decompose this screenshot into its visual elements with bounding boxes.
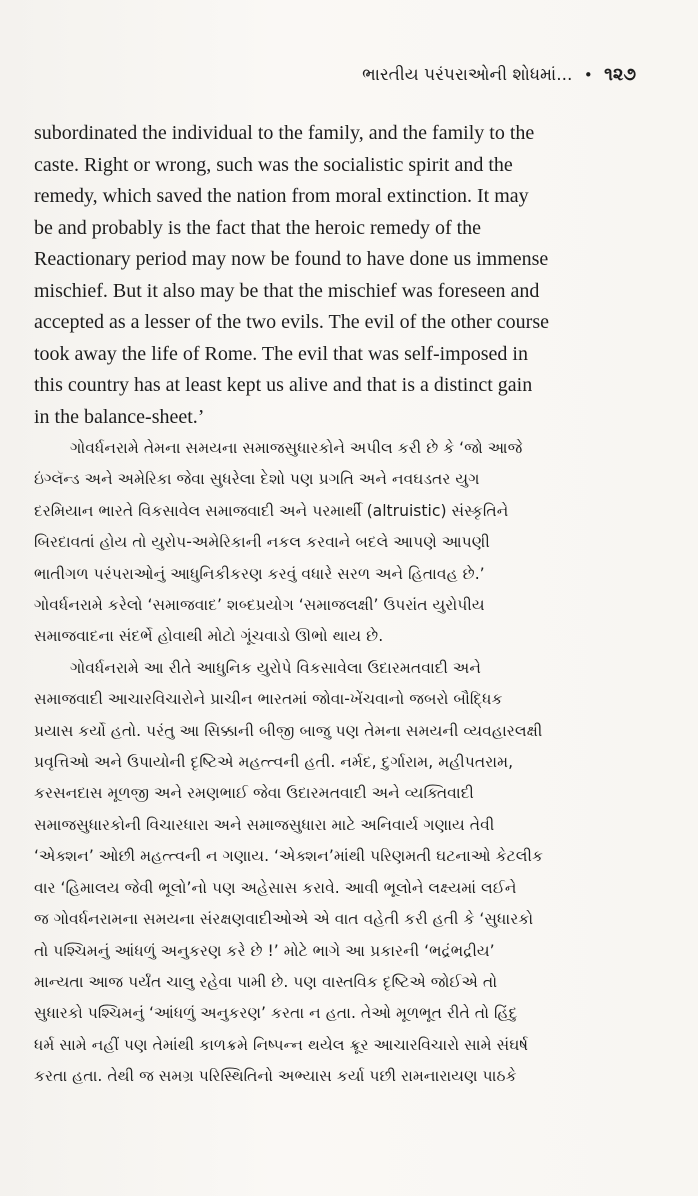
text-line: ગોવર્ધનરામે તેમના સમયના સમાજસુધારકોને અપીલ કરી છે કે ‘જો આજે	[70, 439, 523, 457]
text-line: this country has at least kept us alive and that is a distinct gain	[34, 374, 533, 396]
text-line: સમાજસુધારકોની વિચારધારા અને સમાજસુધારા માટે અનિવાર્ય ગણાય તેવી	[34, 815, 495, 834]
bullet-separator: •	[583, 66, 593, 84]
text-line: કરતા હતા. તેથી જ સમગ્ર પરિસ્થિતિનો અભ્યાસ કર્યા પછી રામનારાયણ પાઠકે	[34, 1067, 517, 1086]
text-line: પ્રયાસ કર્યો હતો. પરંતુ આ સિક્કાની બીજી બાજુ પણ તેમના સમયની વ્યવહારલક્ષી	[34, 721, 543, 740]
text-line: જ ગોવર્ધનરામના સમયના સંરક્ષણવાદીઓએ એ વાત વહેતી કરી હતી કે ‘સુધારકો	[34, 910, 534, 929]
text-line: in the balance-sheet.’	[34, 405, 205, 428]
text-line: caste. Right or wrong, such was the socialistic spirit and the	[34, 153, 513, 176]
text-line: બિરદાવતાં હોય તો યુરોપ-અમેરિકાની નકલ કરવાને બદલે આપણે આપણી	[34, 533, 490, 552]
text-line: ભાતીગળ પરંપરાઓનું આધુનિકીકરણ કરવું વધારે સરળ અને હિતાવહ છે.’	[34, 564, 485, 583]
text-line: સુધારકો પશ્ચિમનું ‘આંધળું અનુકરણ’ કરતા ન હતા. તેઓ મૂળભૂત રીતે તો હિંદુ	[34, 1004, 518, 1023]
text-line: સમાજવાદી આચારવિચારોને પ્રાચીન ભારતમાં જોવા-ખેંચવાનો જબરો બૌદ્ધિક	[34, 690, 503, 709]
text-line: accepted as a lesser of the two evils. The evil of the other course	[34, 311, 549, 333]
text-line: mischief. But it also may be that the mischief was foreseen and	[34, 279, 540, 302]
text-line: તો પશ્ચિમનું આંધળું અનુકરણ કરે છે !’ મોટે ભાગે આ પ્રકારની ‘ભદ્રંભદ્રીય’	[34, 941, 495, 960]
text-line: દરમિયાન ભારતે વિકસાવેલ સમાજવાદી અને પરમાર્થી (altruistic) સંસ્કૃતિને	[34, 501, 509, 520]
text-line: ‘એક્શન’ ઓછી મહત્ત્વની ન ગણાય. ‘એક્શન’માંથી પરિણમતી ઘટનાઓ કેટલીક	[34, 847, 543, 866]
page-number: ૧૨૭	[604, 64, 636, 85]
running-header	[362, 64, 636, 85]
text-line: be and probably is the fact that the heroic remedy of the	[34, 216, 482, 239]
text-line: ગોવર્ધનરામે આ રીતે આધુનિક યુરોપે વિકસાવેલા ઉદારમતવાદી અને	[70, 658, 481, 677]
text-line: subordinated the individual to the family, and the family to the	[34, 122, 535, 144]
running-header-title: ભારતીય પરંપરાઓની શોધમાં...	[362, 65, 573, 85]
text-line: remedy, which saved the nation from moral extinction. It may	[34, 185, 529, 207]
gujarati-paragraph-1	[34, 433, 632, 653]
text-line: Reactionary period may now be found to have done us immense	[34, 248, 549, 270]
english-quote-paragraph	[34, 118, 632, 433]
text-line: ધર્મ સામે નહીં પણ તેમાંથી કાળક્રમે નિષ્પન્ન થયેલ ક્રૂર આચારવિચારો સામે સંઘર્ષ	[34, 1035, 529, 1054]
text-line: સમાજવાદના સંદર્ભે હોવાથી મોટો ગૂંચવાડો ઊભો થાય છે.	[34, 627, 384, 646]
text-line: took away the life of Rome. The evil that was self-imposed in	[34, 342, 528, 365]
text-line: ઇંગ્લૅન્ડ અને અમેરિકા જેવા સુધરેલા દેશો પણ પ્રગતિ અને નવઘડતર યુગ	[34, 470, 480, 489]
text-line: માન્યતા આજ પર્યંત ચાલુ રહેવા પામી છે. પણ વાસ્તવિક દૃષ્ટિએ જોઈએ તો	[34, 972, 498, 991]
text-line: પ્રવૃત્તિઓ અને ઉપાયોની દૃષ્ટિએ મહત્ત્વની હતી. નર્મદ, દુર્ગારામ, મહીપતરામ,	[34, 753, 514, 772]
text-line: ગોવર્ધનરામે કરેલો ‘સમાજવાદ’ શબ્દપ્રયોગ ‘સમાજલક્ષી’ ઉપરાંત યુરોપીય	[34, 596, 485, 615]
text-line: વાર ‘હિમાલય જેવી ભૂલો’નો પણ અહેસાસ કરાવે. આવી ભૂલોને લક્ષ્યમાં લઈને	[34, 878, 517, 897]
page-body	[34, 118, 632, 1093]
text-line: કરસનદાસ મૂળજી અને રમણભાઈ જેવા ઉદારમતવાદી અને વ્યક્તિવાદી	[34, 784, 474, 803]
gujarati-paragraph-2	[34, 653, 632, 1093]
